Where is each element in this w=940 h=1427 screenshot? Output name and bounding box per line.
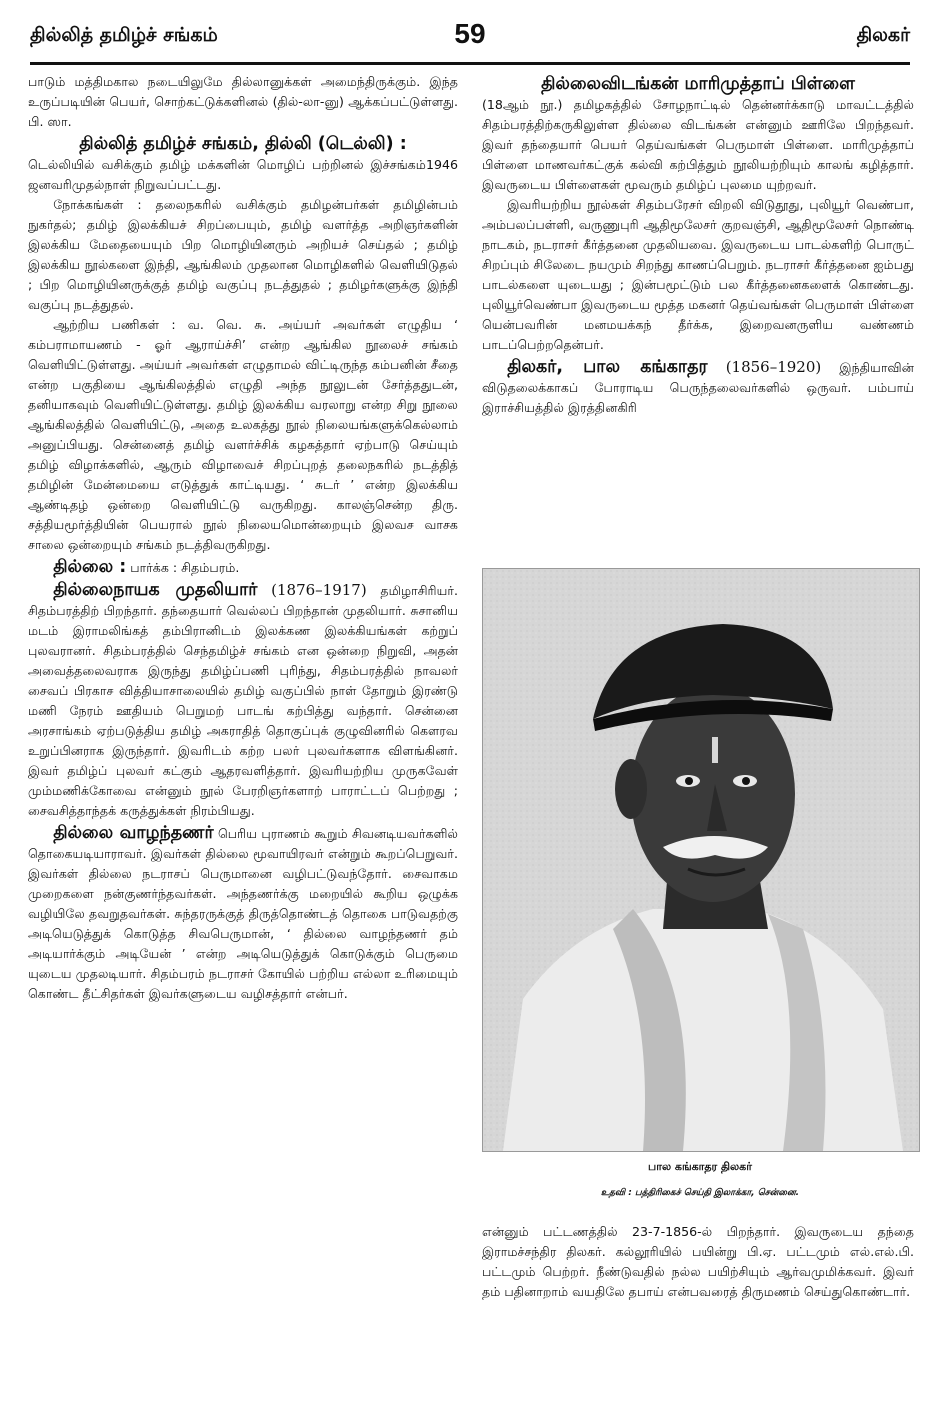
right-column	[482, 72, 914, 558]
right-column-continuation	[482, 1222, 914, 1403]
entry-text: பெரிய புராணம் கூறும் சிவனடியவர்களில் தொகையடியாராவர். இவர்கள் தில்லை மூவாயிரவர் என்றும் கூறப்பெறுவர். இவர்கள் தில்லை நடராசப் பெருமானை வழிபட்டுவந்தோர். சைவாகம முறைகளை நன்குணர்ந்தவர்கள். அந்தணர்க்கு மறையில் கூறிய ஒழுக்க வழியிலே தவறுதவர்கள். சுந்தரருக்குத் திருத்தொண்டத் தொகை பாடுவதற்கு அடியெடுத்துக் கொடுத்த சிவபெருமான், ‘ தில்லை வாழந்தணர் தம் அடியார்க்கும் அடியேன் ’ என்ற அடியெடுத்துக் கொடுக்கும் பெருமை யுடைய முதலடியார். சிதம்பரம் நடராசர் கோயில் பற்றிய எல்லா உரிமையும் கொண்ட தீட்சிதர்கள் இவர்களுடைய வழிசத்தார் என்பர்.	[28, 826, 458, 1001]
entry-thillainayaka-mudaliyar	[28, 580, 458, 821]
carryover-text: பாடும் மத்திமகால நடையிலுமே தில்லானுக்கள் அமைந்திருக்கும். இந்த உருப்படியின் பெயர், சொற்கட்டுக்களினல் (தில்-லா-னு) ஆக்கப்பட்டுள்ளது. பி. ஸா.	[28, 74, 458, 129]
entry-tilak	[482, 357, 914, 418]
header-left-title: தில்லித் தமிழ்ச் சங்கம்	[30, 24, 218, 46]
entry-headword: திலகர், பால கங்காதர	[507, 357, 708, 377]
entry-headword: தில்லைநாயக முதலியார்	[53, 580, 258, 600]
entry-text: இந்தியாவின் விடுதலைக்காகப் போராடிய பெருந்தலைவர்களில் ஒருவர். பம்பாய் இராச்சியத்தில் இரத்தினகிரி	[482, 360, 914, 415]
entry-text: பார்க்க : சிதம்பரம்.	[130, 560, 240, 575]
entry-years: (1856–1920)	[725, 358, 822, 376]
entry-delhi-tamil-sangam	[28, 134, 458, 555]
entry-headword: தில்லை வாழந்தணர்	[53, 823, 214, 843]
entry-thillai-vazhanthanar	[28, 823, 458, 1004]
page-number: 59	[454, 18, 486, 49]
entry-paragraph: டெல்லியில் வசிக்கும் தமிழ் மக்களின் மொழிப் பற்றினல் இச்சங்கம்1946 ஜனவரிமுதல்நாள் நிறுவப்பட்டது.	[28, 157, 458, 192]
entry-paragraph: இவரியற்றிய நூல்கள் சிதம்பரேசர் விறலி விடுதூது, புலியூர் வெண்பா, அம்பலப்பள்ளி, வருணுபுரி ஆதிமூலேசர் குறவஞ்சி, ஆதிமூலேசர் நொண்டி நாடகம், நடராசர் கீர்த்தனை முதலியவை. இவருடைய பாடல்களிற் பொருட் சிறப்பும் சிலேடை நயமும் சிறந்து காணப்பெறும். நடராசர் கீர்த்தனை ஐம்பது பாடல்களை யுடையது ; இன்பமூட்டும் பல கீர்த்தனைகளைக் கொண்டது. புலியூர்வெண்பா இவருடைய மூத்த மகனர் தெய்வங்கள் பெருமாள் பிள்ளை யென்பவரின் மனமயக்கந் தீர்க்க, இறைவனருளிய வண்ணம் பாடப்பெற்றதென்பர்.	[482, 197, 914, 352]
entry-paragraph: என்னும் பட்டணத்தில் 23-7-1856-ல் பிறந்தார். இவருடைய தந்தை இராமச்சந்திர திலகர். கல்லூரியில் பயின்று பி.ஏ. பட்டமும் எல்.எல்.பி. பட்டமும் பெற்றர். நீண்டுவதில் நல்ல பயிற்சியும் ஆர்வமுமிக்கவர். இவர் தம் பதினாறாம் வயதிலே தபாய் என்பவரைத் திருமணம் செய்துகொண்டார்.	[482, 1224, 914, 1299]
portrait-illustration	[483, 569, 919, 1151]
entry-headword: தில்லை :	[53, 557, 127, 577]
entry-marimuthap-pillai	[482, 74, 914, 355]
entry-headword: தில்லைவிடங்கன் மாரிமுத்தாப் பிள்ளை	[541, 74, 855, 94]
tilak-portrait-photo	[482, 568, 920, 1152]
entry-years: (1876–1917)	[271, 581, 367, 599]
running-header	[30, 18, 910, 65]
entry-headword: தில்லித் தமிழ்ச் சங்கம், தில்லி (டெல்லி) :	[79, 134, 407, 154]
entry-text: தமிழாசிரியர். சிதம்பரத்திற் பிறந்தார். தந்தையார் வெல்லப் பிறந்தான் முதலியார். சுசானிய மடம் இராமலிங்கத் தம்பிரானிடம் இலக்கண இலக்கியங்கள் கற்றுப் புலவரானர். சிதம்பரத்தில் செந்தமிழ்ச் சங்கம் என ஒன்றை நிறுவி, அதன் அவைத்தலைவராக இருந்து தமிழ்ப்பணி புரிந்து, சிதம்பரத்தில் நாவலர் சைவப் பிரகாச வித்தியாசாலையில் தமிழ் வகுப்பில் நாள் தோறும் இரண்டு மணி நேரம் ஊதியம் பெறுமற் பாடங் கற்பித்து வந்தார். சென்னை அரசாங்கம் ஏற்படுத்திய தமிழ் அகராதித் தொகுப்புக் குழுவினரில் கௌரவ உறுப்பினராக இருந்தார். இவரிடம் கற்ற பலர் புலவர்களாக விளங்கினர். இவர் தமிழ்ப் புலவர் கட்கும் ஆதரவளித்தார். இவரியற்றிய முருகவேள் மும்மணிக்கோவை என்னும் நூல் பேரறிஞர்களாற் பாராட்டப் பெற்றது ; சைவசித்தாந்தக் கருத்துக்கள் நிரம்பியது.	[28, 583, 458, 818]
photo-credit: உதவி : பத்திரிகைச் செய்தி இலாக்கா, சென்னை.	[600, 1188, 800, 1198]
entry-paragraph: நோக்கங்கள் : தலைநகரில் வசிக்கும் தமிழன்பர்கள் தமிழின்பம் நுகர்தல்; தமிழ் இலக்கியச் சிறப்பையும், தமிழ் வளர்த்த அறிஞர்களின் இலக்கிய மேதையையும் பிற மொழியினரும் அறியச் செய்தல் ; தமிழ் இலக்கிய நூல்களை இந்தி, ஆங்கிலம் முதலான மொழிகளில் வெளியிடுதல் ; பிற மொழியினருக்குத் தமிழ் வகுப்பு நடத்துதல் ; தமிழர்களுக்கு இந்தி வகுப்பு நடத்துதல்.	[28, 197, 458, 312]
entry-paragraph: (18ஆம் நூ.) தமிழகத்தில் சோழநாட்டில் தென்னர்க்காடு மாவட்டத்தில் சிதம்பரத்திற்கருகிலுள்ள தில்லை விடங்கன் என்னும் ஊரிலே பிறந்தவர். இவர் தந்தையார் பெயர் தெய்வங்கள் பெருமாள் பிள்ளை. மாரிமுத்தாப் பிள்ளை மாணவர்கட்குக் கல்வி கற்பித்தும் நூலியற்றியும் காலங் கழித்தார். இவருடைய பிள்ளைகள் மூவரும் தமிழ்ப் புலமை யுற்றவர்.	[482, 97, 914, 192]
entry-paragraph: ஆற்றிய பணிகள் : வ. வெ. சு. அய்யர் அவர்கள் எழுதிய ‘ கம்பராமாயணம் - ஓர் ஆராய்ச்சி’ என்ற ஆங்கில நூலைச் சங்கம் வெளியிட்டுள்ளது. அய்யர் அவர்கள் எழுதாமல் விட்டிருந்த கம்பனின் சீதை என்ற பகுதியை ஆங்கிலத்தில் எழுதி அந்த நூலுடன் சேர்த்ததுடன், தனியாகவும் வெளியிட்டுள்ளது. தமிழ் இலக்கிய வரலாறு என்ற சிறு நூலை ஆங்கிலத்தில் வெளியிட்டு, அதை உலகத்து நூல் நிலையங்களுக்கெல்லாம் அனுப்பியது. சென்னைத் தமிழ் வளர்ச்சிக் கழகத்தார் ஏற்பாடு செய்யும் தமிழ் விழாக்களில், ஆரும் விழாவைச் சிறப்புறத் தலைநகரில் நடத்தித் தமிழின் மேன்மையை எடுத்துக் காட்டியது. ‘ சுடர் ’ என்ற இலக்கிய ஆண்டிதழ் ஒன்றை வெளியிட்டு வருகிறது. காலஞ்சென்ற திரு. சத்தியமூர்த்தியின் பெயரால் நூல் நிலையமொன்றையும் இலவச வாசக சாலை ஒன்றையும் சங்கம் நடத்திவருகிறது.	[28, 317, 458, 552]
header-right-title: திலகர்	[856, 24, 910, 46]
left-column	[28, 72, 458, 1403]
entry-thillai	[28, 557, 458, 578]
photo-caption: பால கங்காதர திலகர்	[648, 1160, 752, 1173]
